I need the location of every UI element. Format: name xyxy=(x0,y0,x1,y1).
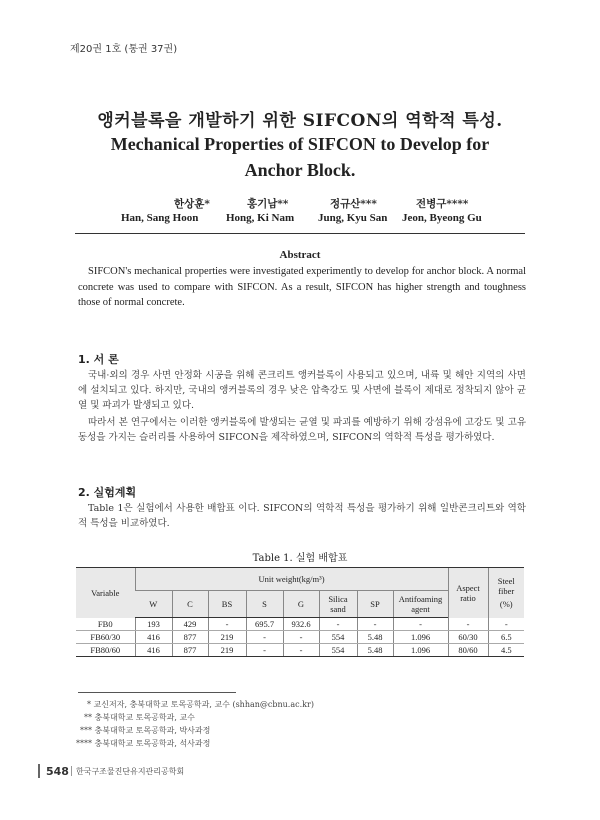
title-korean: 앵커블록을 개발하기 위한 SIFCON의 역학적 특성. xyxy=(97,111,503,131)
table-cell: 554 xyxy=(319,631,357,644)
table-cell: 5.48 xyxy=(357,644,393,657)
abstract-body: SIFCON's mechanical properties were investigated experimently to develop for anchor block. A normal concrete was used to compare with SIFCON. As a result, SIFCON has higher strength and toughness those of normal concrete. xyxy=(78,266,526,308)
author-en-3: Jung, Kyu San xyxy=(318,212,388,224)
table-row xyxy=(76,644,524,657)
journal-volume-header: 제20권 1호 (통권 37권) xyxy=(70,44,178,55)
header-variable: Variable xyxy=(76,568,135,618)
table-cell: FB80/60 xyxy=(76,644,135,657)
author-en-1: Han, Sang Hoon xyxy=(121,212,199,224)
table-cell: - xyxy=(283,631,319,644)
authors-korean xyxy=(0,196,600,210)
footer-accent-bar xyxy=(38,764,40,778)
table-row xyxy=(76,618,524,631)
header-steel-fiber-label: Steel fiber xyxy=(497,576,515,597)
authors-english xyxy=(0,212,600,226)
table-cell: 6.5 xyxy=(488,631,524,644)
footnote-4: **** 충북대학교 토목공학과, 석사과정 xyxy=(76,739,211,748)
mix-proportion-table xyxy=(76,567,524,657)
section1-heading: 1. 서 론 xyxy=(78,353,119,366)
author-ko-1: 한상훈* xyxy=(174,198,210,210)
header-aspect-ratio: Aspect ratio xyxy=(448,568,488,618)
header-steel-fiber xyxy=(488,568,524,618)
column-header: BS xyxy=(208,591,246,618)
table-cell: 4.5 xyxy=(488,644,524,657)
footer-separator xyxy=(71,766,72,776)
table-cell: - xyxy=(208,618,246,631)
table-cell: - xyxy=(246,644,283,657)
table-cell: - xyxy=(246,631,283,644)
table-cell: 416 xyxy=(135,644,172,657)
column-header: Silica sand xyxy=(319,591,357,618)
section2-heading: 2. 실험계획 xyxy=(78,486,137,499)
title-divider xyxy=(75,233,525,234)
footnote-divider xyxy=(78,692,236,693)
section1-paragraph1: 국내·외의 경우 사면 안정화 시공을 위해 콘크리트 앵커블록이 사용되고 있으며, 내륙 및 해안 지역의 사면에 설치되고 있다. 하지만, 국내의 앵커블록의 경우 낮은 압축강도 및 사면에 블록이 제대로 정착되지 않아 균열 및 파괴가 발생되고 있다. xyxy=(78,370,526,412)
table-cell: - xyxy=(448,618,488,631)
column-header: W xyxy=(135,591,172,618)
table-row xyxy=(76,631,524,644)
footnote-2: ** 충북대학교 토목공학과, 교수 xyxy=(84,713,195,722)
author-ko-3: 정규산*** xyxy=(330,198,377,210)
table-cell: 932.6 xyxy=(283,618,319,631)
table-cell: - xyxy=(393,618,448,631)
table-cell: 695.7 xyxy=(246,618,283,631)
table-cell: - xyxy=(357,618,393,631)
table-cell: FB0 xyxy=(76,618,135,631)
footnote-3: *** 충북대학교 토목공학과, 박사과정 xyxy=(80,726,211,735)
table-cell: 554 xyxy=(319,644,357,657)
table-cell: 219 xyxy=(208,631,246,644)
section1-paragraph2: 따라서 본 연구에서는 이러한 앵커블록에 발생되는 균열 및 파괴를 예방하기 위해 강섬유에 고강도 및 고유동성을 가지는 슬러리를 사용하여 SIFCON을 제작하였으며, SIFCON의 역학적 특성을 평가하였다. xyxy=(78,417,526,444)
header-steel-fiber-unit: (%) xyxy=(499,599,513,610)
column-header: S xyxy=(246,591,283,618)
column-header: C xyxy=(172,591,208,618)
author-ko-4: 전병구**** xyxy=(416,198,469,210)
table-cell: 219 xyxy=(208,644,246,657)
table-cell: 80/60 xyxy=(448,644,488,657)
table-cell: 877 xyxy=(172,644,208,657)
header-unit-weight: Unit weight(kg/m³) xyxy=(135,568,448,591)
journal-name: 한국구조물진단유지관리공학회 xyxy=(76,767,185,776)
table-cell: - xyxy=(283,644,319,657)
table-cell: 193 xyxy=(135,618,172,631)
table-cell: 429 xyxy=(172,618,208,631)
table-cell: 60/30 xyxy=(448,631,488,644)
page-number: 548 xyxy=(46,765,69,778)
table-cell: FB60/30 xyxy=(76,631,135,644)
column-header: G xyxy=(283,591,319,618)
author-en-2: Hong, Ki Nam xyxy=(226,212,295,224)
table-cell: 416 xyxy=(135,631,172,644)
table-cell: 1.096 xyxy=(393,631,448,644)
title-english-line2: Anchor Block. xyxy=(244,160,356,180)
table-cell: 5.48 xyxy=(357,631,393,644)
footnote-1: * 교신저자, 충북대학교 토목공학과, 교수 (shhan@cbnu.ac.kr) xyxy=(87,700,314,709)
section2-paragraph1: Table 1은 실험에서 사용한 배합표 이다. SIFCON의 역학적 특성을 평가하기 위해 일반콘크리트와 역학적 특성을 비교하였다. xyxy=(78,503,526,530)
title-english-line1: Mechanical Properties of SIFCON to Develop for xyxy=(110,134,490,154)
table-cell: 1.096 xyxy=(393,644,448,657)
table-cell: - xyxy=(488,618,524,631)
column-header: Antifoaming agent xyxy=(393,591,448,618)
table-cell: 877 xyxy=(172,631,208,644)
abstract-heading: Abstract xyxy=(279,249,321,261)
author-en-4: Jeon, Byeong Gu xyxy=(402,212,482,224)
column-header: SP xyxy=(357,591,393,618)
author-ko-2: 홍기남** xyxy=(247,198,289,210)
table-caption: Table 1. 실험 배합표 xyxy=(252,553,348,564)
table-cell: - xyxy=(319,618,357,631)
